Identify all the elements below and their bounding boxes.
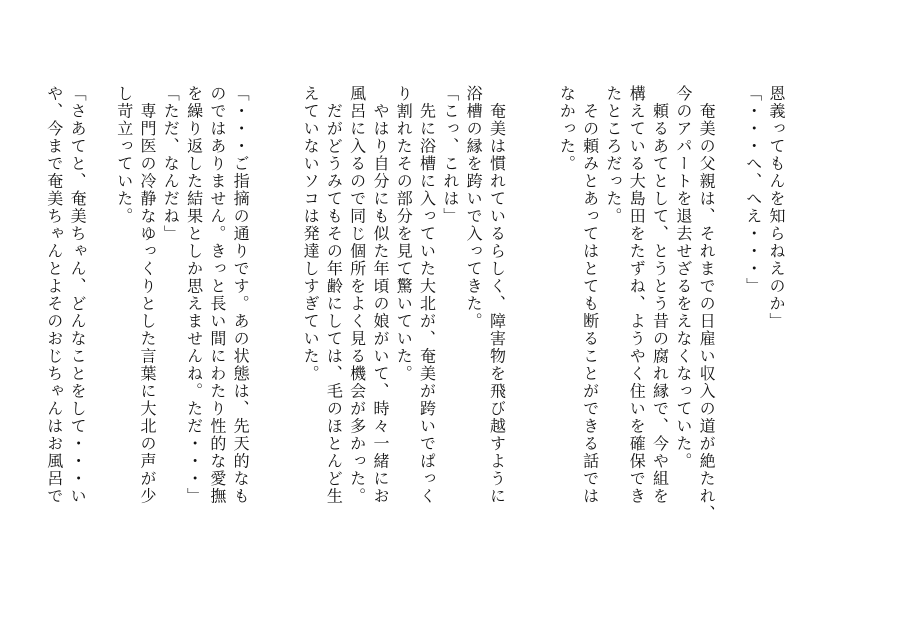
paragraph-gap [89,85,112,585]
text-line: 頼るあてとして、とうとう昔の腐れ縁で、今や組を [650,85,670,505]
text-line: 「こっ、これは」 [440,85,460,225]
text-line: し苛立っていた。 [114,85,134,225]
text-line: 構えている大島田をたずね、ようやく住いを確保でき [627,85,647,505]
text-line: 先に浴槽に入っていた大北が、奄美が跨いでぱっく [417,85,437,505]
text-line: 「・・・へ、へえ・・・」 [743,85,763,295]
text-line: えていないソコは発達しすぎていた。 [301,85,321,383]
text-line: 奄美は慣れているらしく、障害物を飛び越すように [487,85,507,505]
text-line: を繰り返した結果としか思えませんね。ただ・・・」 [184,85,204,505]
paragraph-gap [508,85,531,585]
paragraph-gap [275,85,298,585]
text-line: 専門医の冷静なゆっくりとした言葉に大北の声が少 [137,85,157,505]
paragraph-gap [718,85,741,585]
text-line: 「・・・ご指摘の通りです。あの状態は、先天的なも [231,85,251,505]
text-line: や、今まで奄美ちゃんとよそのおじちゃんはお風呂で [44,85,64,505]
text-line: り割れたその部分を見て驚いていた。 [394,85,414,383]
text-line: 「さあてと、奄美ちゃん、どんなことをして・・・い [68,85,88,505]
text-line: 浴槽の縁を跨いで入ってきた。 [464,85,484,330]
text-line: 風呂に入るので同じ個所をよく見る機会が多かった。 [347,85,367,505]
text-line: だがどうみてもその年齢にしては、毛のほとんど生 [324,85,344,505]
vertical-text-body [43,85,789,585]
text-line: なかった。 [557,85,577,173]
text-line: やはり自分にも似た年頃の娘がいて、時々一緒にお [370,85,390,505]
text-line: その頼みとあってはとても断ることができる話では [580,85,600,505]
paragraph-gap [252,85,275,585]
text-line: 奄美の父親は、それまでの日雇い収入の道が絶たれ、 [697,85,717,523]
text-line: のではありません。きっと長い間にわたり性的な愛撫 [207,85,227,505]
text-line: 「ただ、なんだね」 [161,85,181,243]
text-line: 恩義ってもんを知らねえのか」 [767,85,786,330]
text-line: たところだった。 [603,85,623,225]
text-line: 今のアパートを退去せざるをえなくなっていた。 [673,85,693,470]
paragraph-gap [532,85,555,585]
